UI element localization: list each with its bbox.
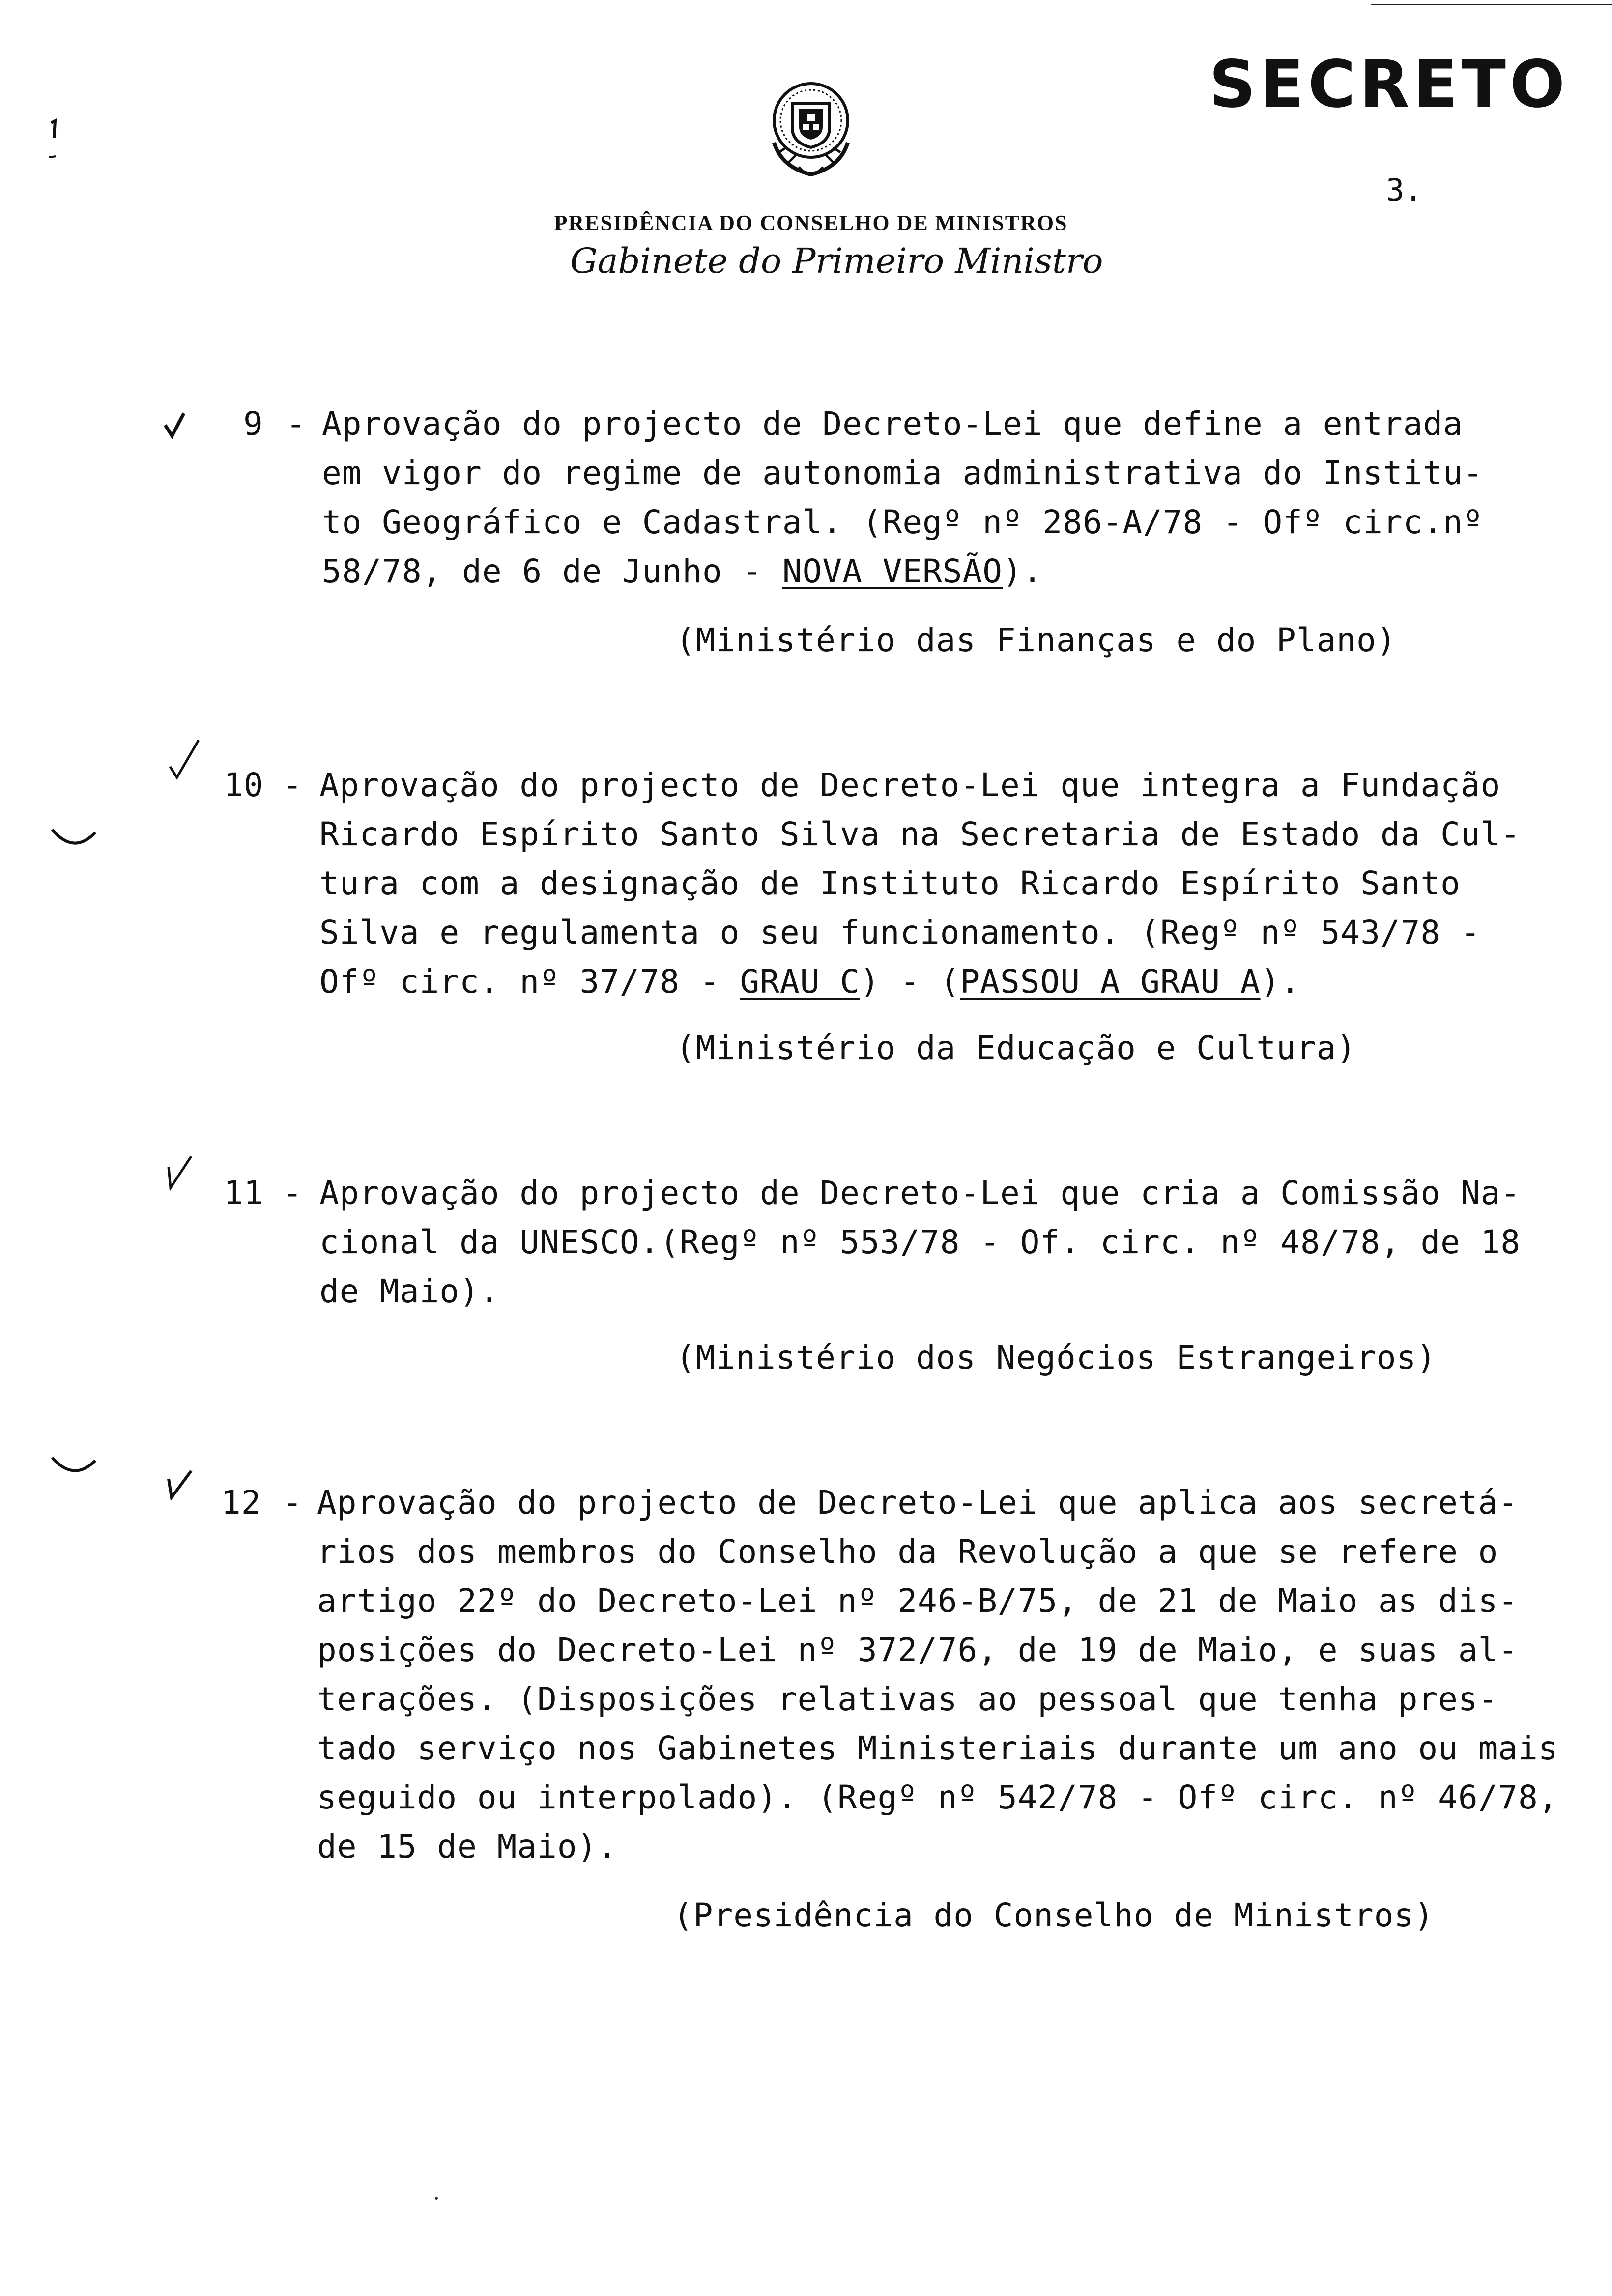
item-text-line: Aprovação do projecto de Decreto-Lei que define a entrada bbox=[322, 405, 1463, 443]
item-text-line bbox=[322, 552, 1043, 590]
item-text-line: Silva e regulamenta o seu funcionamento. (Regº nº 543/78 - bbox=[319, 914, 1481, 951]
item-text-line: rios dos membros do Conselho da Revolução a que se refere o bbox=[317, 1533, 1498, 1571]
checkmark-icon bbox=[167, 737, 202, 781]
item-text-line: seguido ou interpolado). (Regº nº 542/78 - Ofº circ. nº 46/78, bbox=[317, 1779, 1558, 1816]
text-segment: ) - ( bbox=[860, 963, 960, 1001]
item-dash: - bbox=[286, 405, 306, 443]
text-segment: 58/78, de 6 de Junho - bbox=[322, 552, 782, 590]
margin-speck-icon bbox=[44, 103, 64, 162]
office-heading: PRESIDÊNCIA DO CONSELHO DE MINISTROS bbox=[554, 211, 1068, 235]
item-text-line: em vigor do regime de autonomia administrativa do Institu- bbox=[322, 454, 1483, 492]
item-dash: - bbox=[283, 1484, 303, 1521]
item-text-line: posições do Decreto-Lei nº 372/76, de 19 de Maio, e suas al- bbox=[317, 1631, 1519, 1669]
checkmark-icon bbox=[165, 1467, 194, 1501]
checkmark-icon bbox=[165, 1152, 194, 1192]
margin-arc-icon bbox=[49, 1455, 98, 1479]
text-segment: ). bbox=[1003, 552, 1043, 590]
item-number: 12 bbox=[221, 1484, 261, 1521]
item-text-line: artigo 22º do Decreto-Lei nº 246-B/75, de 21 de Maio as dis- bbox=[317, 1582, 1519, 1620]
ministry-attribution: (Presidência do Conselho de Ministros) bbox=[673, 1896, 1434, 1934]
item-text-line: Aprovação do projecto de Decreto-Lei que aplica aos secretá- bbox=[317, 1484, 1519, 1521]
checkmark-icon bbox=[162, 410, 187, 440]
item-text-line: to Geográfico e Cadastral. (Regº nº 286-A/78 - Ofº circ.nº bbox=[322, 503, 1483, 541]
cabinet-subheading: Gabinete do Primeiro Ministro bbox=[570, 241, 1103, 281]
item-text-line: de Maio). bbox=[319, 1272, 500, 1310]
page-number: 3. bbox=[1386, 172, 1423, 208]
ministry-attribution: (Ministério dos Negócios Estrangeiros) bbox=[676, 1339, 1437, 1377]
ministry-attribution: (Ministério da Educação e Cultura) bbox=[676, 1029, 1357, 1067]
item-text-line: tura com a designação de Instituto Ricardo Espírito Santo bbox=[319, 864, 1461, 902]
top-rule bbox=[1371, 4, 1612, 5]
item-text-line: de 15 de Maio). bbox=[317, 1828, 618, 1866]
margin-arc-icon bbox=[49, 826, 98, 850]
coat-of-arms-icon bbox=[752, 69, 870, 187]
item-text-line: tado serviço nos Gabinetes Ministeriais durante um ano ou mais bbox=[317, 1729, 1558, 1767]
item-dash: - bbox=[283, 1174, 303, 1212]
item-number: 9 bbox=[243, 405, 263, 443]
underlined-status: NOVA VERSÃO bbox=[782, 552, 1003, 590]
item-dash: - bbox=[283, 766, 303, 804]
classification-stamp: SECRETO bbox=[1209, 47, 1569, 122]
item-text-line: Aprovação do projecto de Decreto-Lei que cria a Comissão Na- bbox=[319, 1174, 1521, 1212]
item-text-line: terações. (Disposições relativas ao pessoal que tenha pres- bbox=[317, 1680, 1498, 1718]
underlined-status: GRAU C bbox=[740, 963, 860, 1001]
text-segment: ). bbox=[1260, 963, 1301, 1001]
underlined-status: PASSOU A GRAU A bbox=[960, 963, 1261, 1001]
speck bbox=[435, 2197, 438, 2200]
item-text-line: Ricardo Espírito Santo Silva na Secretaria de Estado da Cul- bbox=[319, 815, 1521, 853]
item-number: 10 bbox=[224, 766, 264, 804]
text-segment: Ofº circ. nº 37/78 - bbox=[319, 963, 740, 1001]
item-text-line bbox=[319, 963, 1301, 1001]
item-number: 11 bbox=[224, 1174, 264, 1212]
ministry-attribution: (Ministério das Finanças e do Plano) bbox=[676, 621, 1397, 659]
item-text-line: Aprovação do projecto de Decreto-Lei que integra a Fundação bbox=[319, 766, 1501, 804]
item-text-line: cional da UNESCO.(Regº nº 553/78 - Of. circ. nº 48/78, de 18 bbox=[319, 1223, 1521, 1261]
